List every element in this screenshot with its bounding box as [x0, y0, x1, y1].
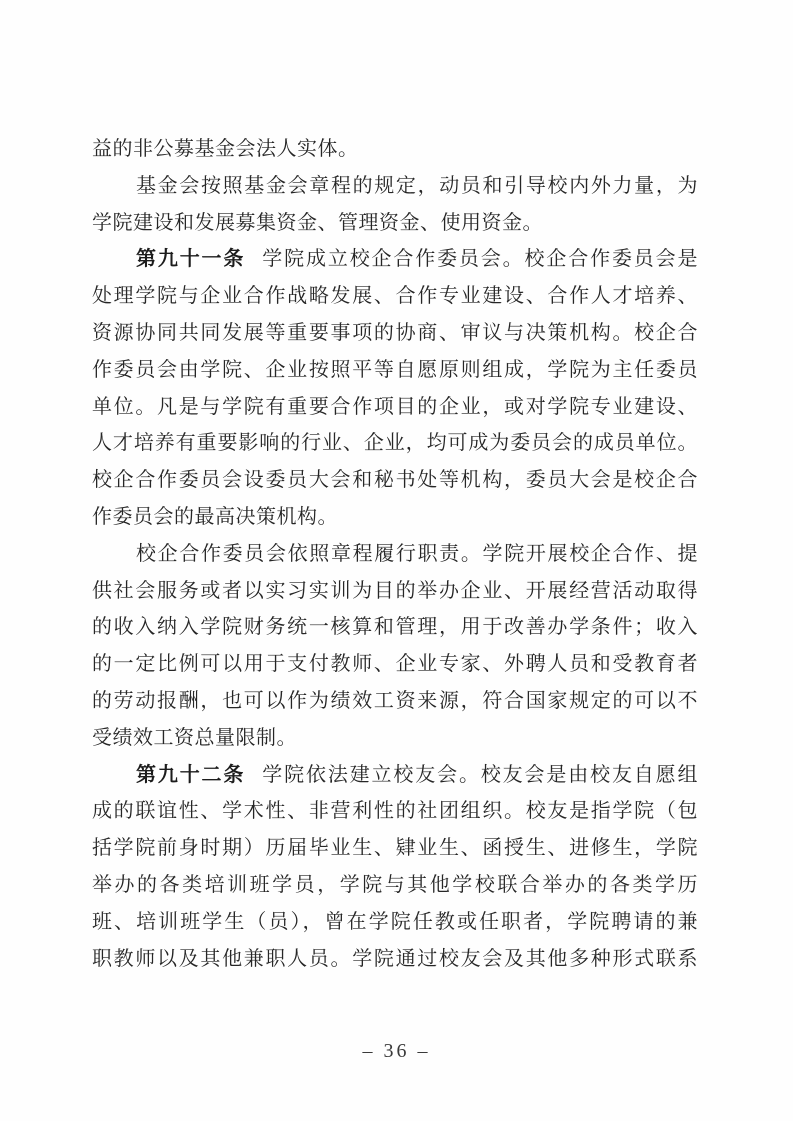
line-text: 的一定比例可以用于支付教师、企业专家、外聘人员和受教育者 [92, 653, 698, 676]
text-line-article-91 [92, 241, 698, 278]
line-text: 人才培养有重要影响的行业、企业，均可成为委员会的成员单位。 [92, 432, 698, 455]
text-line [92, 536, 698, 573]
text-line [92, 867, 698, 904]
line-text: 举办的各类培训班学员，学院与其他学校联合举办的各类学历 [92, 873, 698, 896]
line-text: 成的联谊性、学术性、非营利性的社团组织。校友是指学院（包 [92, 800, 698, 823]
line-text: 学院成立校企合作委员会。校企合作委员会是 [262, 248, 699, 271]
text-line [92, 389, 698, 426]
article-number-label: 第九十二条 [136, 763, 246, 786]
article-number-label: 第九十一条 [136, 248, 246, 271]
text-line-article-92 [92, 757, 698, 794]
text-line [92, 131, 698, 168]
line-text: 的收入纳入学院财务统一核算和管理，用于改善办学条件；收入 [92, 616, 698, 639]
page-number: – 36 – [362, 1040, 431, 1062]
text-line [92, 904, 698, 941]
text-line [92, 462, 698, 499]
line-text: 职教师以及其他兼职人员。学院通过校友会及其他多种形式联系 [92, 947, 698, 970]
line-text: 单位。凡是与学院有重要合作项目的企业，或对学院专业建设、 [92, 395, 698, 418]
text-line [92, 720, 698, 757]
line-text: 作委员会由学院、企业按照平等自愿原则组成，学院为主任委员 [92, 358, 698, 381]
text-line [92, 499, 698, 536]
line-text: 供社会服务或者以实习实训为目的举办企业、开展经营活动取得 [92, 579, 698, 602]
line-text: 班、培训班学生（员），曾在学院任教或任职者，学院聘请的兼 [92, 910, 698, 933]
text-line [92, 573, 698, 610]
text-line [92, 683, 698, 720]
text-line [92, 830, 698, 867]
text-line [92, 205, 698, 242]
line-text: 益的非公募基金会法人实体。 [92, 138, 359, 160]
line-text: 学院建设和发展募集资金、管理资金、使用资金。 [92, 211, 543, 234]
text-line [92, 315, 698, 352]
line-text: 处理学院与企业合作战略发展、合作专业建设、合作人才培养、 [92, 285, 698, 308]
line-text: 作委员会的最高决策机构。 [92, 505, 338, 528]
line-text: 基金会按照基金会章程的规定，动员和引导校内外力量，为 [136, 174, 698, 197]
line-text: 括学院前身时期）历届毕业生、肄业生、函授生、进修生，学院 [92, 837, 698, 860]
text-line [92, 425, 698, 462]
text-line [92, 609, 698, 646]
text-line [92, 646, 698, 683]
text-line [92, 352, 698, 389]
line-text: 校企合作委员会设委员大会和秘书处等机构，委员大会是校企合 [92, 469, 698, 492]
line-text: 资源协同共同发展等重要事项的协商、审议与决策机构。校企合 [92, 321, 698, 344]
line-text: 受绩效工资总量限制。 [92, 726, 297, 749]
text-line [92, 278, 698, 315]
line-text: 校企合作委员会依照章程履行职责。学院开展校企合作、提 [136, 542, 698, 565]
text-line [92, 941, 698, 978]
text-line [92, 793, 698, 830]
line-text: 学院依法建立校友会。校友会是由校友自愿组 [262, 763, 699, 786]
document-body [92, 131, 698, 977]
line-text: 的劳动报酬，也可以作为绩效工资来源，符合国家规定的可以不 [92, 689, 698, 712]
text-line [92, 168, 698, 205]
